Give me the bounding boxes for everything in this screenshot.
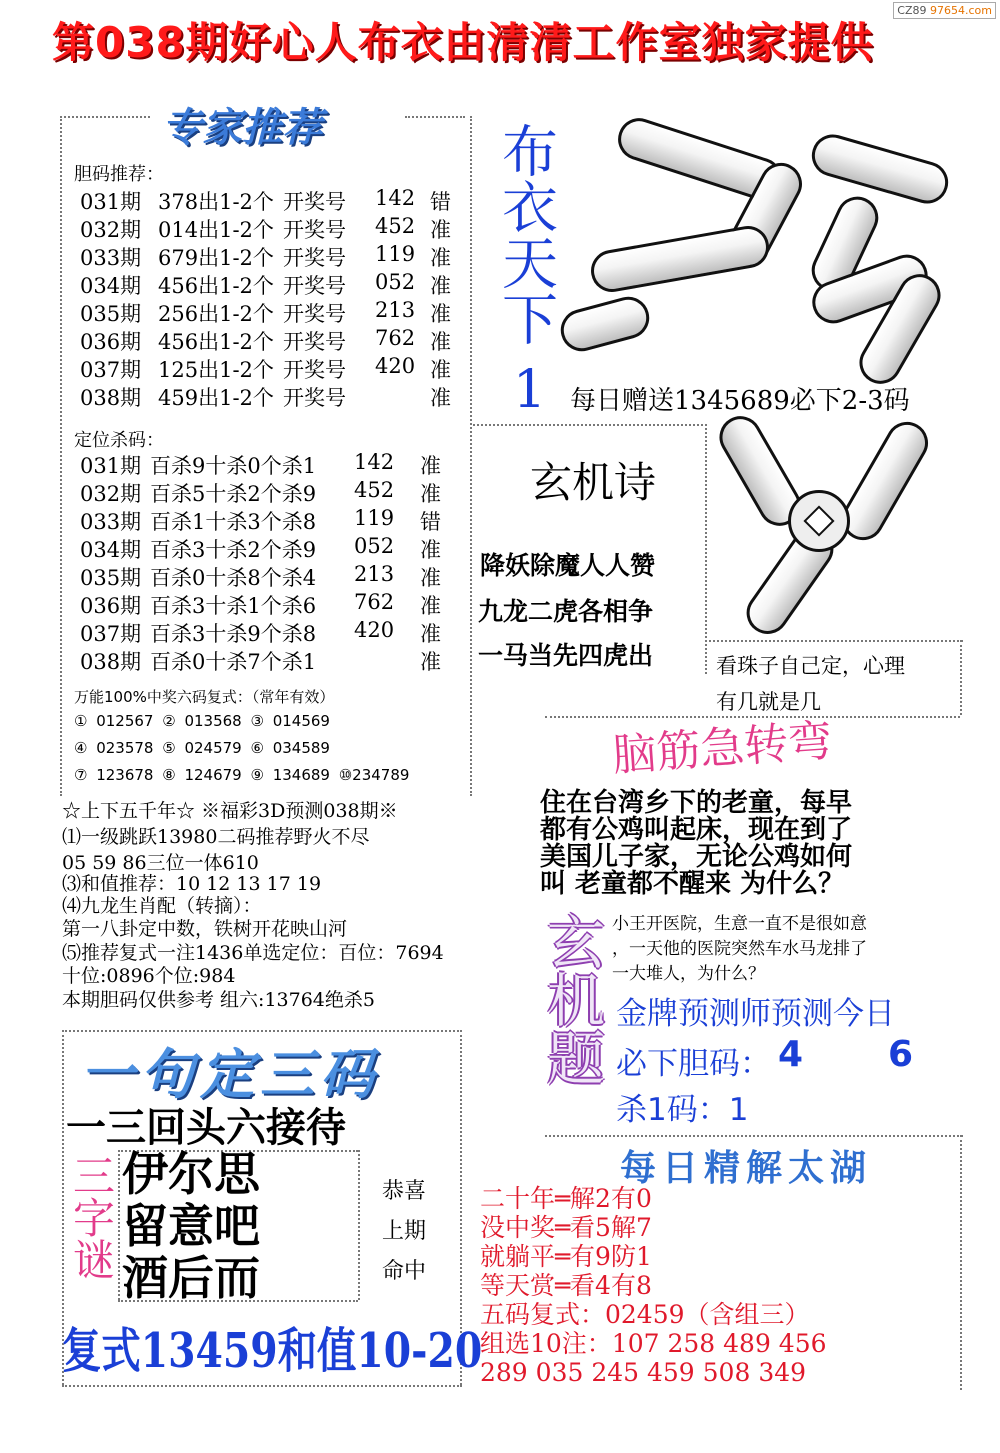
dan-row <box>80 270 470 298</box>
forecast-line: 十位:0896个位:984 <box>62 965 236 987</box>
xuanji-ti-text <box>612 912 867 987</box>
forecast-line: ⑷九龙生肖配（转摘）： <box>62 895 262 917</box>
taihu-line: 没中奖═看5解7 <box>480 1213 652 1242</box>
kill-period: 034期 <box>80 538 142 562</box>
dan-period: 033期 <box>80 246 142 270</box>
dan-label: 开奖号 <box>283 386 346 410</box>
forecast-line: 第一八卦定中数，铁树开花映山河 <box>62 918 348 940</box>
xuanji-poem-heading: 玄机诗 <box>530 458 657 507</box>
taihu-fushi: 五码复式：02459（含组三） <box>480 1300 810 1329</box>
brain-line: 住在台湾乡下的老童，每早 <box>540 788 853 818</box>
divider <box>62 1385 462 1387</box>
kill-rec: 百杀0十杀8个杀4 <box>150 566 317 590</box>
dan-rec: 679出1-2个 <box>158 246 274 270</box>
kill-rec: 百杀1十杀3个杀8 <box>150 510 317 534</box>
taihu-text <box>480 1184 827 1387</box>
kill-rec: 百杀3十杀9个杀8 <box>150 622 317 646</box>
bead-icon <box>807 130 953 209</box>
kill-res: 准 <box>420 594 441 618</box>
divider <box>473 424 703 426</box>
brain-text <box>540 790 852 898</box>
watermark <box>893 2 996 19</box>
dan-row <box>80 242 470 270</box>
kill-res: 准 <box>420 538 441 562</box>
poem-line: 降妖除魔人人赞 <box>480 551 656 580</box>
page-title: 第038期好心人布衣由清清工作室独家提供 <box>52 18 874 67</box>
dan-num: 452 <box>375 214 416 238</box>
dan-row <box>80 186 470 214</box>
divider <box>545 1135 963 1137</box>
dan-row <box>80 326 470 354</box>
dan-rec: 256出1-2个 <box>158 302 274 326</box>
kill-row <box>80 562 470 590</box>
kill-row <box>80 534 470 562</box>
divider <box>960 1135 962 1390</box>
taihu-line: 就躺平═有9防1 <box>480 1242 652 1271</box>
dan-num: 052 <box>375 270 416 294</box>
dan-num: 119 <box>375 242 416 266</box>
dan-res: 准 <box>430 246 451 270</box>
kill-res: 准 <box>420 566 441 590</box>
riddle-line: 留意吧 <box>122 1199 260 1253</box>
coin-icon <box>788 490 850 552</box>
dan-rec: 378出1-2个 <box>158 190 274 214</box>
divider <box>470 116 472 796</box>
dan-num: 213 <box>375 298 416 322</box>
forecast-line: ☆上下五千年☆ ※福彩3D预测038期※ <box>62 800 398 822</box>
divider <box>60 116 62 796</box>
dan-period: 036期 <box>80 330 142 354</box>
watermark-site: 97654.com <box>930 4 992 17</box>
kill-num: 420 <box>354 618 395 642</box>
dan-label: 开奖号 <box>283 358 346 382</box>
dan-period: 034期 <box>80 274 142 298</box>
gold-line: 金牌预测师预测今日 <box>616 996 895 1032</box>
forecast-line: ⑴一级跳跃13980二码推荐野火不尽 <box>62 826 370 848</box>
dan-num: 762 <box>375 326 416 350</box>
brain-line: 都有公鸡叫起床，现在到了 <box>540 815 853 845</box>
xuanji-ti-line: ，一天他的医院突然车水马龙排了 <box>612 939 867 959</box>
taihu-line: 二十年═解2有0 <box>480 1184 652 1213</box>
dan-label: 开奖号 <box>283 218 346 242</box>
yiju-heading: 一句定三码 <box>80 1043 380 1106</box>
kill-rec: 百杀9十杀0个杀1 <box>150 454 317 478</box>
kill-res: 准 <box>420 482 441 506</box>
dan-row <box>80 382 470 410</box>
dan-label: 开奖号 <box>283 302 346 326</box>
divider <box>705 424 707 674</box>
yiju-phrase: 一三回头六接待 <box>66 1105 346 1151</box>
taihu-zuxuan: 组选10注：107 258 489 456 <box>480 1329 827 1358</box>
kill-row <box>80 506 470 534</box>
dan-row <box>80 354 470 382</box>
dan-rec: 456出1-2个 <box>158 330 274 354</box>
dan-res: 准 <box>430 358 451 382</box>
dan-period: 038期 <box>80 386 142 410</box>
dan-label: 开奖号 <box>283 246 346 270</box>
dan-res: 错 <box>430 190 451 214</box>
kill-rec: 百杀5十杀2个杀9 <box>150 482 317 506</box>
riddle-text <box>122 1148 260 1304</box>
taihu-heading: 每日精解太湖 <box>620 1147 873 1189</box>
congrats-text <box>382 1172 426 1292</box>
xuanji-ti-line: 小王开医院，生意一直不是很如意 <box>612 914 867 934</box>
dan-res: 准 <box>430 330 451 354</box>
kill-res: 准 <box>420 454 441 478</box>
congrats-line: 命中 <box>382 1259 427 1284</box>
dan-period: 031期 <box>80 190 142 214</box>
kill-label: 定位杀码： <box>74 430 164 451</box>
taihu-line: 等天赏═看4有8 <box>480 1271 652 1300</box>
daily-gift: 每日赠送1345689必下2-3码 <box>570 386 910 416</box>
bead-note: 看珠子自己定，心理 <box>716 654 905 678</box>
kill-rec: 百杀0十杀7个杀1 <box>150 650 317 674</box>
kill-num: 119 <box>354 506 395 530</box>
congrats-line: 恭喜 <box>382 1179 427 1204</box>
buyi-vertical-title: 布衣天下 <box>493 122 558 346</box>
riddle-line: 酒后而 <box>122 1251 260 1305</box>
divider <box>358 1150 360 1300</box>
expert-heading: 专家推荐 <box>162 105 322 151</box>
dan-rec: 125出1-2个 <box>158 358 274 382</box>
kill-rec: 百杀3十杀1个杀6 <box>150 594 317 618</box>
dan-label: 开奖号 <box>283 330 346 354</box>
watermark-code: CZ89 <box>897 4 927 17</box>
dan-res: 准 <box>430 274 451 298</box>
brain-heading: 脑筋急转弯 <box>610 715 834 782</box>
bead-icon <box>834 414 935 548</box>
brain-line: 叫 老童都不醒来 为什么？ <box>540 869 845 899</box>
wanneng-line: ① 012567 ② 013568 ③ 014569 <box>74 712 330 730</box>
buyi-number: 1 <box>513 360 547 420</box>
dan-num: 142 <box>375 186 416 210</box>
kill-res: 准 <box>420 650 441 674</box>
dan-label: 胆码推荐： <box>74 164 164 185</box>
poem-line: 一马当先四虎出 <box>478 641 654 670</box>
kill-row <box>80 618 470 646</box>
dan-period: 035期 <box>80 302 142 326</box>
kill-period: 032期 <box>80 482 142 506</box>
riddle-side-label: 三字谜 <box>67 1154 116 1280</box>
kill-period: 035期 <box>80 566 142 590</box>
bead-note: 有几就是几 <box>716 690 821 714</box>
forecast-line: 05 59 86三位一体610 <box>62 852 259 874</box>
dan-rec: 456出1-2个 <box>158 274 274 298</box>
wanneng-line: ⑦ 123678 ⑧ 124679 ⑨ 134689 ⑩234789 <box>74 766 410 784</box>
bead-icon <box>556 292 654 356</box>
divider <box>405 116 465 118</box>
kill-row <box>80 450 470 478</box>
divider <box>60 116 150 118</box>
kill-num: 213 <box>354 562 395 586</box>
dan-period: 032期 <box>80 218 142 242</box>
kill-period: 037期 <box>80 622 142 646</box>
gold-dan-a: 4 <box>778 1034 804 1075</box>
kill-period: 036期 <box>80 594 142 618</box>
brain-line: 美国儿子家，无论公鸡如何 <box>540 842 853 872</box>
divider <box>118 1150 120 1300</box>
kill-res: 准 <box>420 622 441 646</box>
dan-label: 开奖号 <box>283 190 346 214</box>
kill-period: 038期 <box>80 650 142 674</box>
kill-row <box>80 590 470 618</box>
taihu-zuxuan: 289 035 245 459 508 349 <box>480 1358 807 1387</box>
gold-dan-b: 6 <box>888 1034 914 1075</box>
gold-dan-label: 必下胆码： <box>616 1046 771 1082</box>
poem-line: 九龙二虎各相争 <box>478 597 654 626</box>
wanneng-line: ④ 023578 ⑤ 024579 ⑥ 034589 <box>74 739 330 757</box>
kill-period: 033期 <box>80 510 142 534</box>
congrats-line: 上期 <box>382 1219 427 1244</box>
dan-res: 准 <box>430 218 451 242</box>
yiju-bottom: 复式13459和值10-20 <box>62 1323 483 1379</box>
kill-num: 762 <box>354 590 395 614</box>
kill-res: 错 <box>420 510 441 534</box>
kill-num: 052 <box>354 534 395 558</box>
kill-num: 142 <box>354 450 395 474</box>
dan-row <box>80 214 470 242</box>
xuanji-ti-line: 一大堆人，为什么？ <box>612 964 765 984</box>
gold-kill: 杀1码：1 <box>616 1092 749 1128</box>
wanneng-label: 万能100%中奖六码复式：（常年有效） <box>74 688 335 706</box>
dan-num: 420 <box>375 354 416 378</box>
dan-rec: 459出1-2个 <box>158 386 274 410</box>
dan-rec: 014出1-2个 <box>158 218 274 242</box>
forecast-line: ⑶和值推荐：10 12 13 17 19 <box>62 873 322 895</box>
kill-rec: 百杀3十杀2个杀9 <box>150 538 317 562</box>
dan-row <box>80 298 470 326</box>
bead-coin-graphic <box>710 420 960 640</box>
divider <box>705 640 963 642</box>
riddle-line: 伊尔思 <box>122 1147 260 1201</box>
kill-row <box>80 478 470 506</box>
kill-num: 452 <box>354 478 395 502</box>
xuanji-ti-vertical: 玄机题 <box>537 912 605 1086</box>
dan-label: 开奖号 <box>283 274 346 298</box>
dan-period: 037期 <box>80 358 142 382</box>
forecast-line: ⑸推荐复式一注1436单选定位：百位：7694 <box>62 942 444 964</box>
bead-number-graphic <box>560 88 960 378</box>
kill-row <box>80 646 470 674</box>
kill-period: 031期 <box>80 454 142 478</box>
bead-icon <box>588 223 773 296</box>
dan-res: 准 <box>430 302 451 326</box>
dan-res: 准 <box>430 386 451 410</box>
forecast-line: 本期胆码仅供参考 组六:13764绝杀5 <box>62 989 375 1011</box>
divider <box>960 640 962 715</box>
